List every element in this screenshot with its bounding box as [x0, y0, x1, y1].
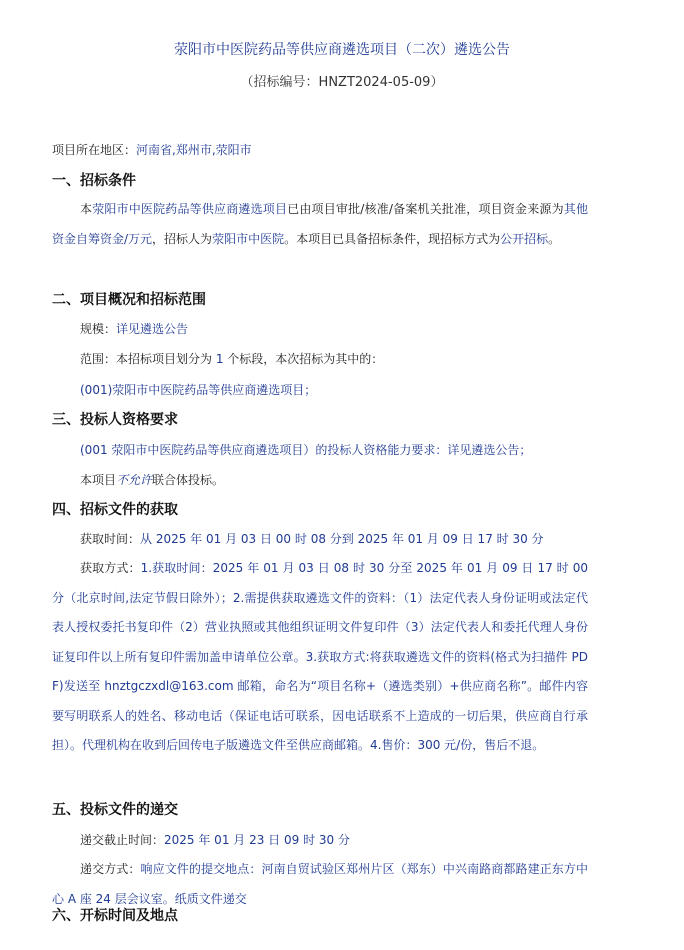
- tender-number: （招标编号：HNZT2024-05-09）: [240, 75, 444, 90]
- scale-line: [80, 320, 188, 337]
- page-title: 荥阳市中医院药品等供应商遴选项目（二次）遴选公告: [174, 42, 510, 58]
- section-heading-6: 六、开标时间及地点: [52, 908, 178, 924]
- acquire-time-value: 从 2025 年 01 月 03 日 00 时 08 分到 2025 年 01 月 09 日 17 时 30 分: [140, 532, 544, 546]
- submit-method-value: 响应文件的提交地点：河南自贸试验区郑州片区（郑东）中兴南路商都路建正东方中心 A 座 24 层会议室。纸质文件递交: [52, 862, 588, 906]
- text-segment: 个标段，本次招标为其中的：: [223, 352, 384, 366]
- fund-source: 其他资金自筹资金/万元: [52, 202, 588, 246]
- section-heading-1: 一、招标条件: [52, 173, 136, 189]
- region-label: 项目所在地区：: [52, 143, 137, 157]
- joint-bid-status: 不允许: [116, 473, 153, 487]
- scope-line: [80, 350, 383, 367]
- acquire-time-line: [80, 530, 544, 547]
- text-segment: 本: [80, 202, 93, 216]
- text-segment: ，招标人为: [152, 231, 213, 246]
- text-segment: 已由项目审批/核准/备案机关批准，项目资金来源为: [287, 202, 564, 216]
- acquire-method-value: 1.获取时间：2025 年 01 月 03 日 08 时 30 分至 2025 年 01 月 09 日 17 时 00 分（北京时间,法定节假日除外）；2.需提供获取遴选文件的资料：（1）法定代表人身份证明或法定代表人授权委托书复印件（2）营业执照或其他组织证明文件复印件（3）法定代表人和委托代理人身份证复印件以上所有复印件需加盖申请单位公章。3.获取方式:将获取遴选文件的资料(格式为扫描件 PDF)发送至 hnztgczxdl@163.com 邮箱，命名为“项目名称+（遴选类别）+供应商名称”。邮件内容要写明联系人的姓名、移动电话（保证电话可联系，因电话联系不上造成的一切后果，供应商自行承担）。代理机构在收到后回传电子版遴选文件至供应商邮箱。4.售价：300 元/份，售后不退。: [52, 561, 588, 752]
- text-segment: 本项目: [80, 473, 117, 487]
- section-heading-3: 三、投标人资格要求: [52, 412, 178, 428]
- lot-count: 1: [215, 352, 224, 366]
- deadline-label: 递交截止时间：: [80, 833, 165, 847]
- region-line: [52, 141, 252, 158]
- text-segment: 联合体投标。: [152, 473, 225, 487]
- deadline-line: [80, 831, 350, 848]
- section-heading-2: 二、项目概况和招标范围: [52, 292, 206, 308]
- tenderer-name: 荥阳市中医院: [212, 231, 285, 246]
- text-segment: 。: [548, 231, 561, 246]
- tender-conditions-paragraph: [52, 195, 588, 254]
- scale-label: 规模：: [80, 322, 117, 336]
- region-value: 河南省,郑州市,荥阳市: [136, 143, 252, 157]
- submit-method-label: 递交方式：: [80, 862, 141, 876]
- text-segment: 。本项目已具备招标条件，现招标方式为: [284, 231, 501, 246]
- scale-value: 详见遴选公告: [116, 322, 189, 336]
- acquire-time-label: 获取时间：: [80, 532, 141, 546]
- tender-method: 公开招标: [500, 231, 549, 246]
- deadline-value: 2025 年 01 月 23 日 09 时 30 分: [164, 833, 350, 847]
- joint-bid-line: [80, 471, 224, 488]
- section-heading-5: 五、投标文件的递交: [52, 802, 178, 818]
- lot-line: (001)荥阳市中医院药品等供应商遴选项目；: [80, 383, 317, 397]
- acquire-method-label: 获取方式：: [80, 561, 141, 575]
- section-heading-4: 四、招标文件的获取: [52, 502, 178, 518]
- qualification-line: (001 荥阳市中医院药品等供应商遴选项目）的投标人资格能力要求：详见遴选公告；: [80, 443, 532, 457]
- project-name: 荥阳市中医院药品等供应商遴选项目: [92, 202, 288, 216]
- text-segment: 范围：本招标项目划分为: [80, 352, 216, 366]
- acquire-method-paragraph: [52, 554, 588, 761]
